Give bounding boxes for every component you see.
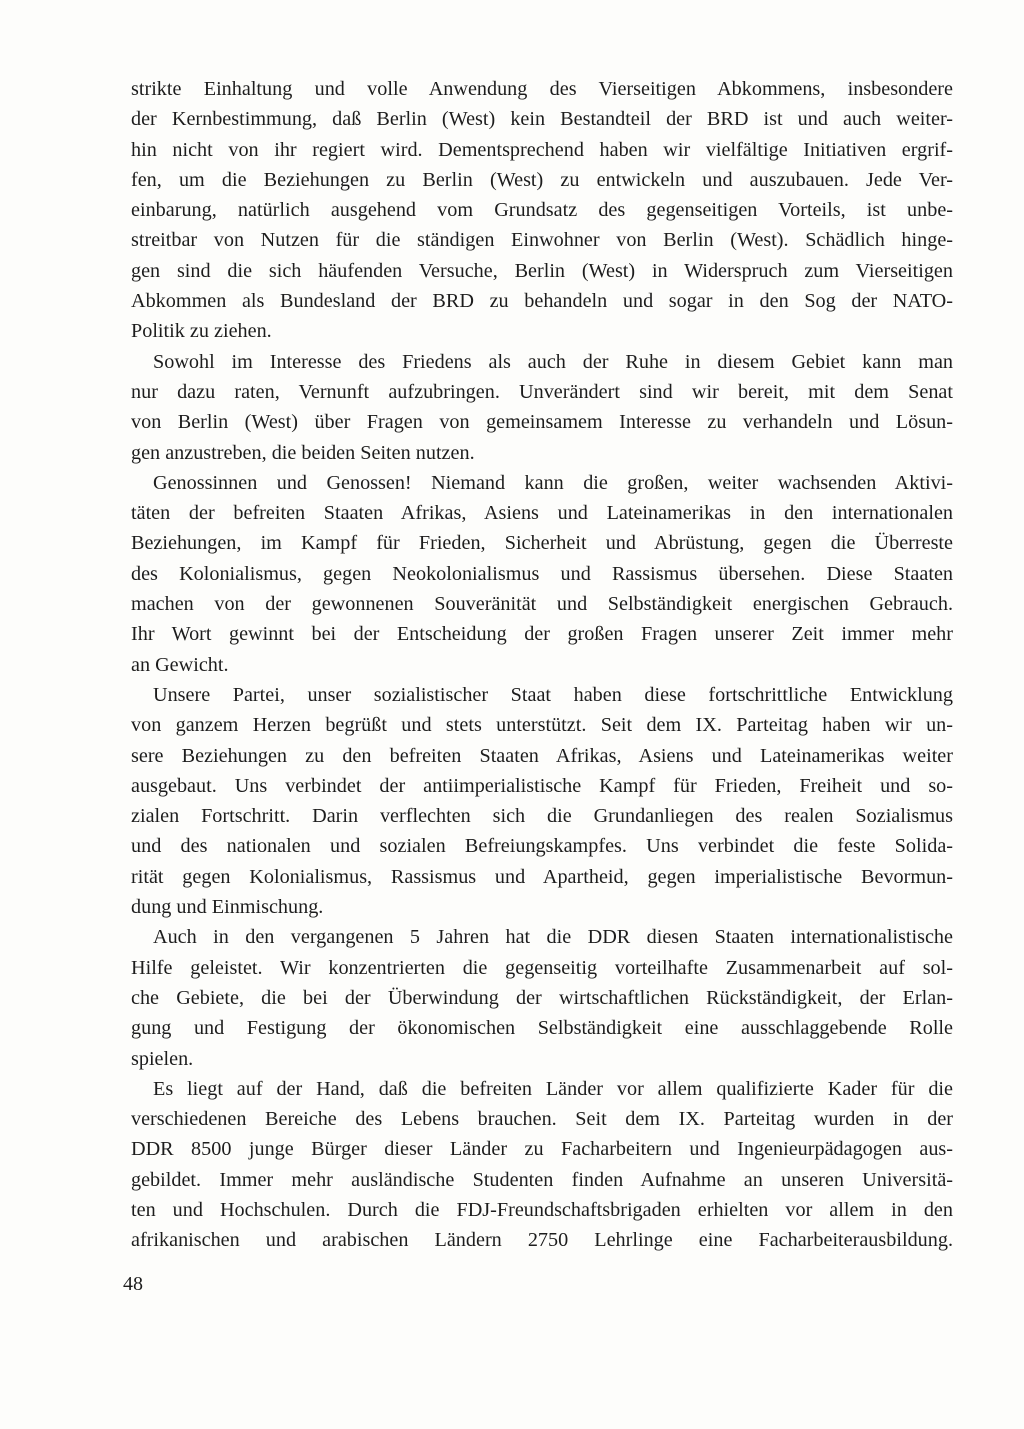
text-line: hin nicht von ihr regiert wird. Dementsprechend haben wir vielfältige Initiativen ergrif- (131, 138, 953, 161)
page-number: 48 (123, 1273, 143, 1295)
text-line: Ihr Wort gewinnt bei der Entscheidung der großen Fragen unserer Zeit immer mehr (131, 623, 953, 646)
text-line: che Gebiete, die bei der Überwindung der wirtschaftlichen Rückständigkeit, der Erlan- (131, 986, 953, 1009)
text-line: strikte Einhaltung und volle Anwendung des Vierseitigen Abkommens, insbesondere (131, 78, 953, 100)
paragraph (131, 347, 953, 468)
text-line: des Kolonialismus, gegen Neokolonialismus und Rassismus übersehen. Diese Staaten (131, 562, 953, 585)
paragraph (131, 922, 953, 1073)
text-line: von ganzem Herzen begrüßt und stets unterstützt. Seit dem IX. Parteitag haben wir un- (131, 714, 953, 737)
text-line: Beziehungen, im Kampf für Frieden, Sicherheit und Abrüstung, gegen die Überreste (131, 532, 953, 555)
text-line: gebildet. Immer mehr ausländische Studenten finden Aufnahme an unseren Universitä- (131, 1168, 953, 1191)
text-line: verschiedenen Bereiche des Lebens brauchen. Seit dem IX. Parteitag wurden in der (131, 1108, 953, 1131)
text-line: spielen. (131, 1047, 194, 1070)
text-line: dung und Einmischung. (131, 896, 324, 919)
text-line: Auch in den vergangenen 5 Jahren hat die DDR diesen Staaten internationalistische (153, 926, 953, 949)
text-line: täten der befreiten Staaten Afrikas, Asiens und Lateinamerikas in den internationalen (131, 502, 953, 525)
text-line: nur dazu raten, Vernunft aufzubringen. Unverändert sind wir bereit, mit dem Senat (131, 380, 953, 403)
text-line: sere Beziehungen zu den befreiten Staaten Afrikas, Asiens und Lateinamerikas weiter (131, 744, 953, 767)
text-line: Sowohl im Interesse des Friedens als auch der Ruhe in diesem Gebiet kann man (153, 350, 953, 373)
text-line: von Berlin (West) über Fragen von gemeinsamem Interesse zu verhandeln und Lösun- (131, 411, 953, 434)
text-line: streitbar von Nutzen für die ständigen Einwohner von Berlin (West). Schädlich hinge- (131, 229, 953, 252)
text-line: zialen Fortschritt. Darin verflechten sich die Grundanliegen des realen Sozialismus (131, 805, 953, 828)
text-line: gen anzustreben, die beiden Seiten nutzen. (131, 441, 475, 464)
text-line: Genossinnen und Genossen! Niemand kann die großen, weiter wachsenden Aktivi- (153, 471, 953, 494)
paragraph (131, 1074, 953, 1256)
paragraph (131, 680, 953, 922)
text-line: Es liegt auf der Hand, daß die befreiten Länder vor allem qualifizierte Kader für die (153, 1077, 953, 1100)
text-line: ten und Hochschulen. Durch die FDJ-Freundschaftsbrigaden erhielten vor allem in den (131, 1198, 953, 1221)
text-line: Politik zu ziehen. (131, 320, 272, 343)
paragraph (131, 74, 953, 347)
text-line: der Kernbestimmung, daß Berlin (West) kein Bestandteil der BRD ist und auch weiter- (131, 108, 953, 131)
text-line: Abkommen als Bundesland der BRD zu behandeln und sogar in den Sog der NATO- (131, 290, 953, 313)
text-line: Hilfe geleistet. Wir konzentrierten die gegenseitig vorteilhafte Zusammenarbeit auf sol- (131, 956, 953, 979)
text-line: rität gegen Kolonialismus, Rassismus und Apartheid, gegen imperialistische Bevormun- (131, 865, 953, 888)
text-line: Unsere Partei, unser sozialistischer Staat haben diese fortschrittliche Entwicklung (153, 683, 953, 706)
text-line: ausgebaut. Uns verbindet der antiimperialistische Kampf für Frieden, Freiheit und so- (131, 774, 953, 797)
text-line: an Gewicht. (131, 653, 229, 676)
text-line: afrikanischen und arabischen Ländern 2750 Lehrlinge eine Facharbeiterausbildung. (131, 1229, 953, 1252)
text-line: gung und Festigung der ökonomischen Selbständigkeit eine ausschlaggebende Rolle (131, 1017, 953, 1040)
text-line: fen, um die Beziehungen zu Berlin (West) zu entwickeln und auszubauen. Jede Ver- (131, 168, 953, 191)
body-text (131, 74, 953, 1256)
text-line: einbarung, natürlich ausgehend vom Grundsatz des gegenseitigen Vorteils, ist unbe- (131, 199, 953, 222)
text-line: gen sind die sich häufenden Versuche, Berlin (West) in Widerspruch zum Vierseitigen (131, 259, 953, 282)
text-line: und des nationalen und sozialen Befreiungskampfes. Uns verbindet die feste Solida- (131, 835, 953, 858)
paragraph (131, 468, 953, 680)
text-line: machen von der gewonnenen Souveränität und Selbständigkeit energischen Gebrauch. (131, 593, 953, 616)
text-line: DDR 8500 junge Bürger dieser Länder zu Facharbeitern und Ingenieurpädagogen aus- (131, 1138, 953, 1161)
